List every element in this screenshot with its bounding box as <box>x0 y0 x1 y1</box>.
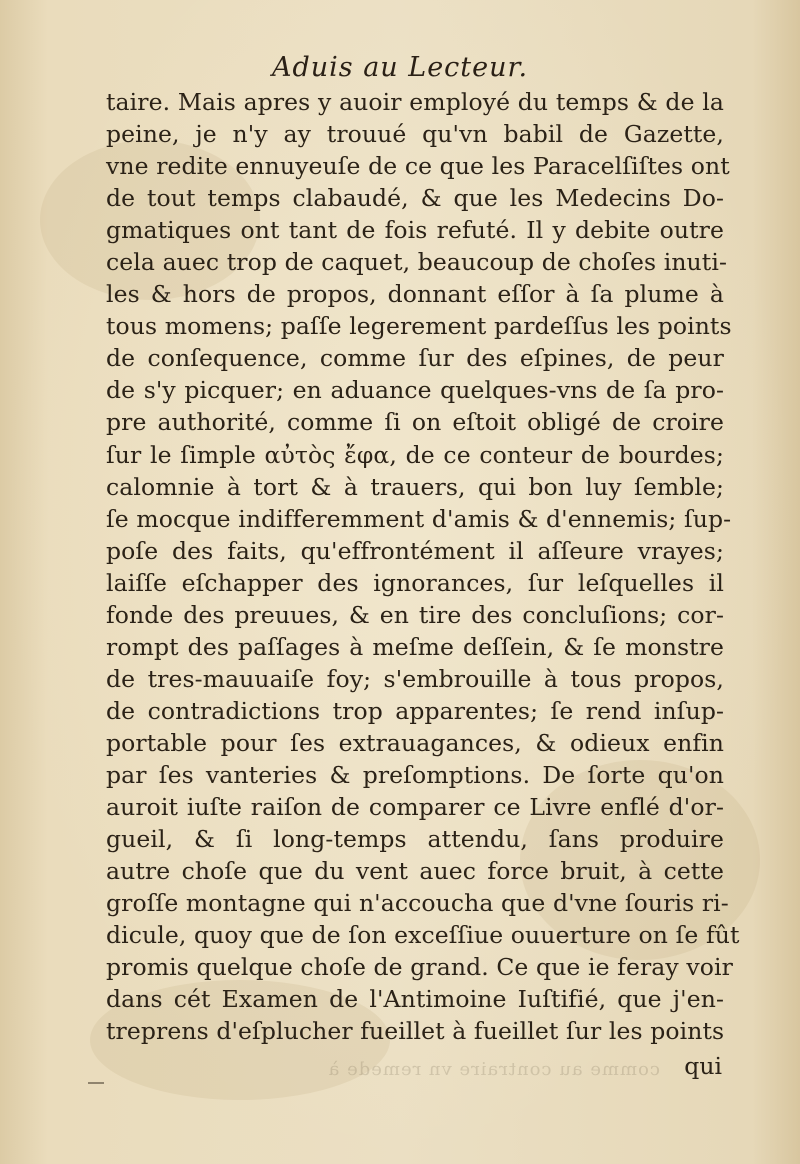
text-line: de s'y picquer; en aduance quelques-vns de ſa pro- <box>106 376 724 405</box>
text-line: laiſſe eſchapper des ignorances, ſur leſquelles il <box>106 568 724 597</box>
text-line: autre choſe que du vent auec force bruit, à cette <box>106 857 724 886</box>
text-line: calomnie à tort & à trauers, qui bon luy ſemble; <box>106 472 724 501</box>
text-line: ſe mocque indifferemment d'amis & d'ennemis; ſup- <box>106 504 732 533</box>
text-line: tous momens; paſſe legerement pardeſſus les points <box>106 312 732 341</box>
text-line: de tres-mauuaiſe foy; s'embrouille à tous propos, <box>106 664 724 693</box>
text-line: taire. Mais apres y auoir employé du temps & de la <box>106 88 724 116</box>
catchword: qui <box>684 1052 722 1080</box>
text-line: portable pour ſes extrauagances, & odieux enfin <box>106 728 724 757</box>
text-line: dans cét Examen de l'Antimoine Iuſtifié, que j'en- <box>106 985 724 1014</box>
text-line: de tout temps clabaudé, & que les Medecins Do- <box>106 184 724 213</box>
text-line: fonde des preuues, & en tire des concluſions; cor- <box>106 600 724 629</box>
text-line: vne redite ennuyeuſe de ce que les Paracelſiſtes ont <box>106 152 730 181</box>
text-line: pre authorité, comme ſi on eſtoit obligé de croire <box>106 408 724 437</box>
text-line: gmatiques ont tant de fois refuté. Il y debite outre <box>106 216 724 245</box>
bleed-through-text: comme au contraire vn remede à <box>327 1059 660 1080</box>
text-line: gueil, & ſi long-temps attendu, ſans produire <box>106 825 724 854</box>
text-line: poſe des faits, qu'effrontément il aſſeure vrayes; <box>106 536 724 565</box>
text-line: groſſe montagne qui n'accoucha que d'vne ſouris ri- <box>106 889 729 918</box>
text-line: de contradictions trop apparentes; ſe rend inſup- <box>106 696 724 725</box>
text-line: de conſequence, comme ſur des eſpines, de peur <box>106 344 724 373</box>
text-line: promis quelque choſe de grand. Ce que ie feray voir <box>106 953 733 982</box>
text-line: cela auec trop de caquet, beaucoup de choſes inuti- <box>106 248 727 277</box>
text-line: ſur le ſimple αὐτὸς ἔφα, de ce conteur de bourdes; <box>106 440 724 469</box>
ink-mark <box>88 1082 104 1084</box>
text-line: les & hors de propos, donnant eſſor à ſa plume à <box>106 280 724 309</box>
running-header: Aduis au Lecteur. <box>271 52 529 83</box>
text-line: par ſes vanteries & preſomptions. De ſorte qu'on <box>106 760 724 789</box>
text-line: auroit iuſte raiſon de comparer ce Livre enflé d'or- <box>106 793 724 822</box>
text-line: dicule, quoy que de ſon exceſſiue ouuerture on ſe fût <box>106 921 740 950</box>
text-line: treprens d'eſplucher fueillet à fueillet ſur les points <box>106 1017 725 1046</box>
text-line: peine, je n'y ay trouué qu'vn babil de Gazette, <box>106 120 724 149</box>
text-line: rompt des paſſages à meſme deſſein, & ſe monstre <box>106 632 724 661</box>
body-text <box>106 86 740 1047</box>
